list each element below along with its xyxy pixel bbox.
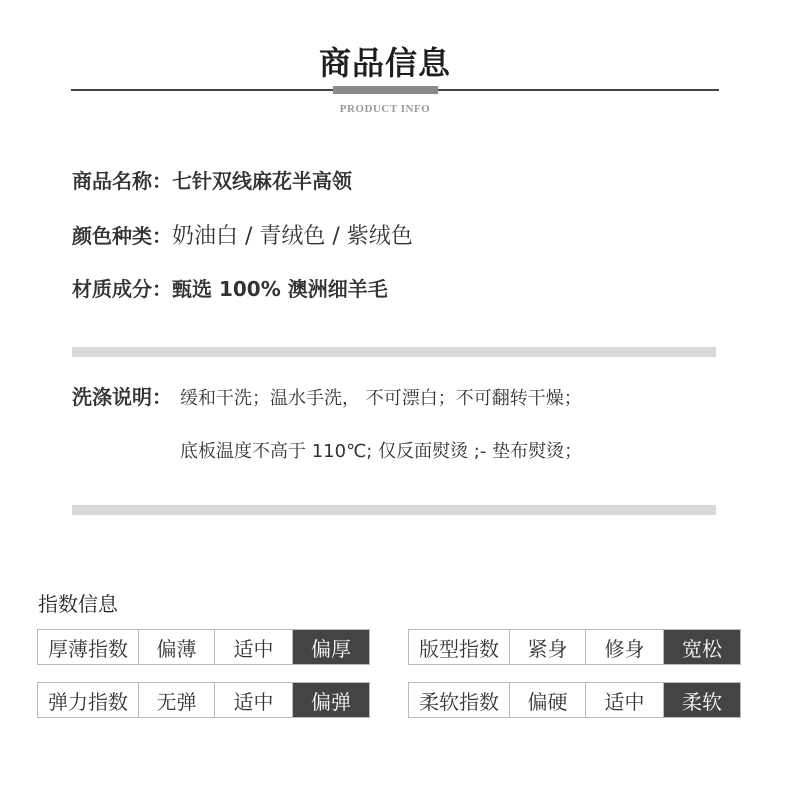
- color-label: 颜色种类：: [72, 224, 172, 248]
- section-separator: [72, 347, 716, 357]
- page-title: 商品信息: [318, 44, 451, 82]
- wash-instructions-line-1: 缓和干洗；温水手洗， 不可漂白；不可翻转干燥；: [180, 388, 582, 409]
- index-option-selected: 偏弹: [293, 683, 369, 717]
- title-accent-bar: [333, 86, 438, 94]
- color-row: [72, 219, 413, 250]
- wash-label: 洗涤说明：: [72, 385, 172, 409]
- index-label: 弹力指数: [38, 683, 139, 717]
- index-label: 厚薄指数: [38, 630, 139, 664]
- index-option-selected: 偏厚: [293, 630, 369, 664]
- thickness-index-table: [37, 629, 370, 665]
- index-option: 无弹: [139, 683, 215, 717]
- index-option: 适中: [586, 683, 664, 717]
- material-row: [72, 273, 388, 302]
- index-option: 修身: [586, 630, 664, 664]
- wash-instructions-line-2: 底板温度不高于 110℃; 仅反面熨烫 ;- 垫布熨烫；: [180, 441, 583, 462]
- index-option: 偏硬: [510, 683, 586, 717]
- index-option-selected: 宽松: [664, 630, 740, 664]
- elasticity-index-table: [37, 682, 370, 718]
- index-option: 偏薄: [139, 630, 215, 664]
- index-label: 版型指数: [409, 630, 510, 664]
- index-option: 紧身: [510, 630, 586, 664]
- index-heading: 指数信息: [38, 592, 118, 616]
- color-value: 奶油白 / 青绒色 / 紫绒色: [172, 224, 413, 249]
- product-name-row: [72, 165, 352, 194]
- material-value: 甄选 100% 澳洲细羊毛: [172, 277, 388, 301]
- material-label: 材质成分：: [72, 277, 172, 301]
- index-label: 柔软指数: [409, 683, 510, 717]
- fit-index-table: [408, 629, 741, 665]
- product-name-label: 商品名称：: [72, 169, 172, 193]
- softness-index-table: [408, 682, 741, 718]
- product-name-value: 七针双线麻花半高领: [172, 169, 352, 193]
- index-option: 适中: [215, 683, 293, 717]
- page-subtitle: PRODUCT INFO: [339, 103, 431, 115]
- section-separator: [72, 505, 716, 515]
- index-option-selected: 柔软: [664, 683, 740, 717]
- index-option: 适中: [215, 630, 293, 664]
